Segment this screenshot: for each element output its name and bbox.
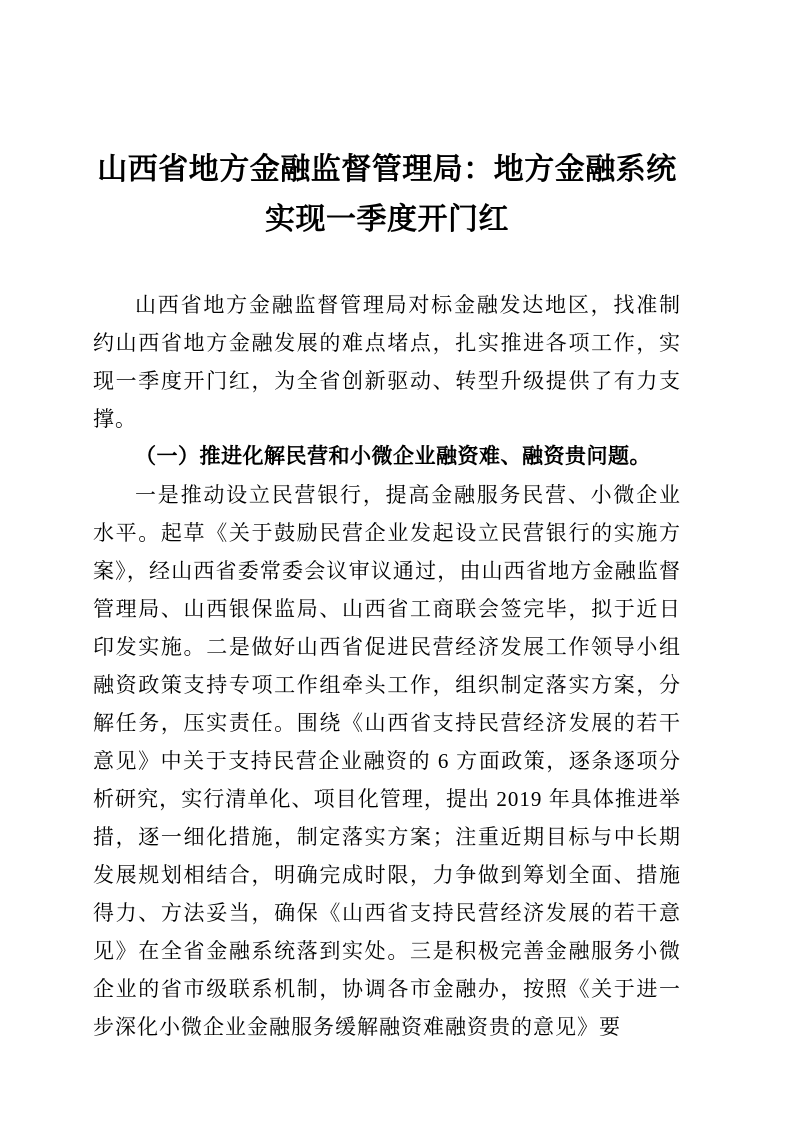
intro-paragraph: 山西省地方金融监督管理局对标金融发达地区，找准制约山西省地方金融发展的难点堵点，扎实推进各项工作，实现一季度开门红，为全省创新驱动、转型升级提供了有力支撑。: [93, 293, 681, 432]
title-line-2: 实现一季度开门红: [265, 203, 509, 237]
title-line-1: 山西省地方金融监督管理局：地方金融系统: [97, 153, 677, 187]
document-title: [93, 145, 681, 245]
document-body: [93, 286, 681, 1046]
section-paragraph: 一是推动设立民营银行，提高金融服务民营、小微企业水平。起草《关于鼓励民营企业发起设立民营银行的实施方案》，经山西省委常委会议审议通过，由山西省地方金融监督管理局、山西银保监局、山西省工商联会签完毕，拟于近日印发实施。二是做好山西省促进民营经济发展工作领导小组融资政策支持专项工作组牵头工作，组织制定落实方案，分解任务，压实责任。围绕《山西省支持民营经济发展的若干意见》中关于支持民营企业融资的 6 方面政策，逐条逐项分析研究，实行清单化、项目化管理，提出 2019 年具体推进举措，逐一细化措施，制定落实方案；注重近期目标与中长期发展规划相结合，明确完成时限，力争做到筹划全面、措施得力、方法妥当，确保《山西省支持民营经济发展的若干意见》在全省金融系统落到实处。三是积极完善金融服务小微企业的省市级联系机制，协调各市金融办，按照《关于进一步深化小微企业金融服务缓解融资难融资贵的意见》要: [93, 483, 681, 1040]
section-heading: （一）推进化解民营和小微企业融资难、融资贵问题。: [135, 445, 651, 469]
